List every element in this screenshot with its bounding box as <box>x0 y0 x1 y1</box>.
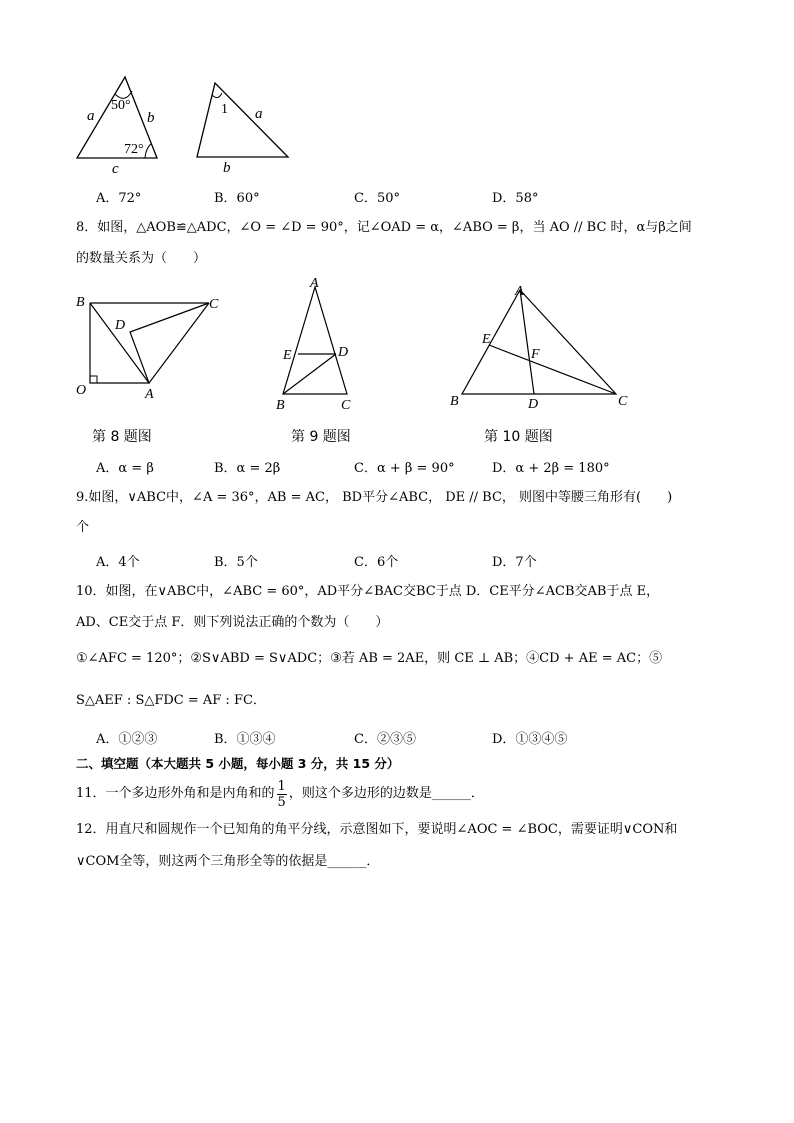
q11-denominator: 5 <box>277 794 286 810</box>
q10-stem-line1: 10．如图，在∨ABC中，∠ABC = 60°，AD平分∠BAC交BC于点 D．CE平分∠ACB交AB于点 E， <box>76 584 660 599</box>
label-B: B <box>450 394 459 409</box>
q9-option-a: A．4个 <box>96 555 140 570</box>
label-A: A <box>145 387 154 402</box>
figure-9 <box>270 275 365 415</box>
q11-numerator: 1 <box>277 778 286 794</box>
q8-option-c: C．α + β = 90° <box>354 461 455 476</box>
q11-text-before: 11．一个多边形外角和是内角和的 <box>76 786 275 801</box>
q9-option-b: B．5个 <box>214 555 258 570</box>
label-b: b <box>223 160 231 175</box>
figure-9-caption: 第 9 题图 <box>291 429 351 445</box>
label-A: A <box>310 276 319 291</box>
label-b: b <box>147 110 155 126</box>
q8-stem-line1: 8．如图，△AOB≌△ADC，∠O = ∠D = 90°，记∠OAD = α，∠ABO = β，当 AO // BC 时，α与β之间 <box>76 220 692 235</box>
label-A: A <box>515 284 524 299</box>
q9-stem-line2: 个 <box>76 520 90 535</box>
label-E: E <box>482 332 491 347</box>
figure-8-caption: 第 8 题图 <box>92 429 152 445</box>
q7-option-c: C．50° <box>354 191 400 206</box>
q7-option-d: D．58° <box>492 191 539 206</box>
q11-text-after: ，则这个多边形的边数是______． <box>288 786 484 801</box>
q11-stem <box>76 776 484 812</box>
q7-option-b: B．60° <box>214 191 260 206</box>
q8-option-a: A．α = β <box>96 461 154 476</box>
q7-triangle-figure-2 <box>190 80 295 175</box>
q9-option-c: C．6个 <box>354 555 399 570</box>
label-C: C <box>341 398 351 413</box>
angle-top: 50° <box>111 98 131 113</box>
q10-option-a: A．①②③ <box>96 732 158 747</box>
q10-stem-line2: AD、CE交于点 F．则下列说法正确的个数为（ ） <box>76 615 389 630</box>
label-F: F <box>531 347 540 362</box>
label-D: D <box>338 345 349 360</box>
label-B: B <box>76 295 85 310</box>
figure-10-caption: 第 10 题图 <box>484 429 553 445</box>
label-a: a <box>255 106 263 122</box>
q10-option-b: B．①③④ <box>214 732 276 747</box>
label-D: D <box>528 397 539 412</box>
angle-right: 72° <box>124 142 144 157</box>
q10-stem-line4: S△AEF : S△FDC = AF : FC． <box>76 693 266 708</box>
label-C: C <box>209 297 219 312</box>
q10-stem-line3: ①∠AFC = 120°；②S∨ABD = S∨ADC；③若 AB = 2AE，则 CE ⊥ AB；④CD + AE = AC；⑤ <box>76 651 663 666</box>
q8-stem-line2: 的数量关系为（ ） <box>76 251 207 266</box>
q10-option-d: D．①③④⑤ <box>492 732 568 747</box>
label-E: E <box>283 348 292 363</box>
q7-option-a: A．72° <box>96 191 142 206</box>
label-a: a <box>87 108 95 124</box>
q12-stem-line1: 12．用直尺和圆规作一个已知角的角平分线，示意图如下，要说明∠AOC = ∠BOC，需要证明∨CON和 <box>76 822 678 837</box>
q9-stem-line1: 9.如图，∨ABC中，∠A = 36°，AB = AC， BD平分∠ABC， DE // BC， 则图中等腰三角形有( ) <box>76 490 673 505</box>
label-B: B <box>276 398 285 413</box>
figure-10 <box>440 278 640 413</box>
q11-fraction <box>277 779 287 810</box>
label-1: 1 <box>221 102 228 117</box>
label-C: C <box>618 394 628 409</box>
q12-stem-line2: ∨COM全等，则这两个三角形全等的依据是______． <box>76 854 380 869</box>
section-2-title: 二、填空题（本大题共 5 小题，每小题 3 分，共 15 分） <box>76 756 400 771</box>
figure-8 <box>70 290 230 405</box>
label-O: O <box>76 383 87 398</box>
label-c: c <box>112 161 119 177</box>
q9-option-d: D．7个 <box>492 555 537 570</box>
label-D: D <box>115 318 126 333</box>
q8-option-d: D．α + 2β = 180° <box>492 461 610 476</box>
q7-triangle-figure-1 <box>70 74 170 179</box>
q8-option-b: B．α = 2β <box>214 461 281 476</box>
q10-option-c: C．②③⑤ <box>354 732 416 747</box>
